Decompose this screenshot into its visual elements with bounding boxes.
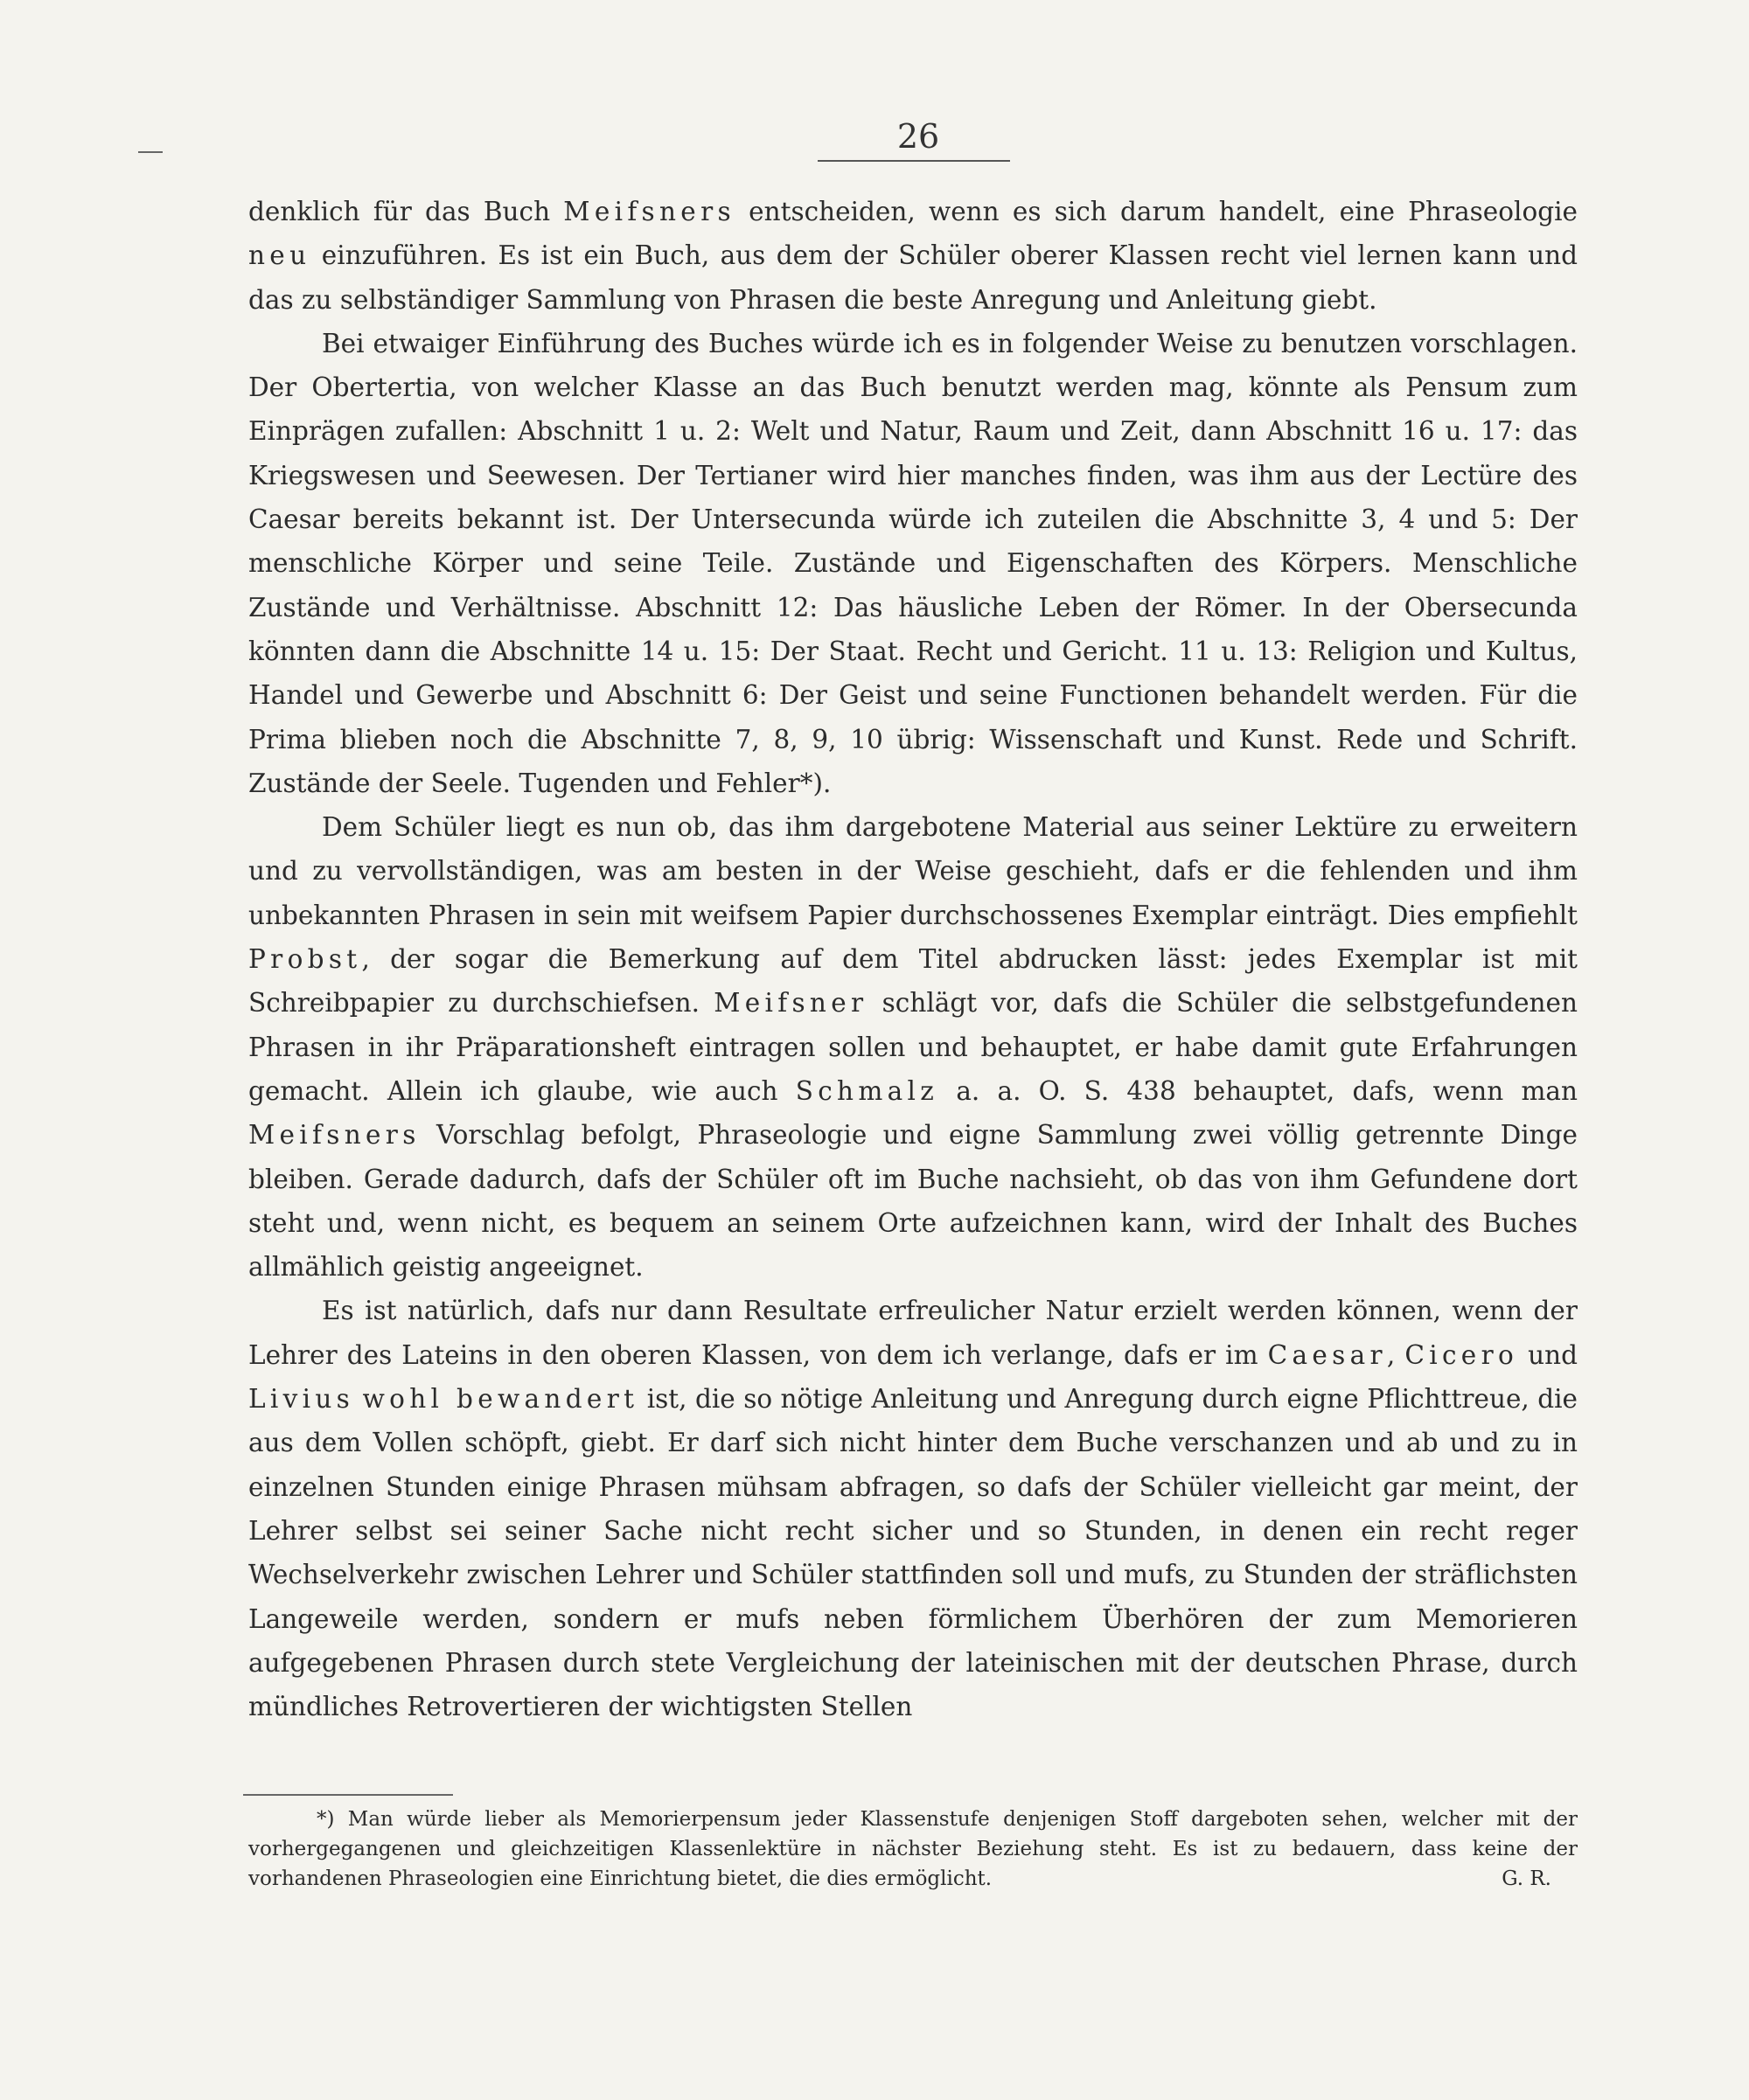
text-run: Bei etwaiger Einführung des Buches würde ich es in folgender Weise zu benutzen vorschlagen. Der Obertertia, von welcher Klasse an das Buch benutzt werden mag, könnte als Pensum zum Einprägen zufallen: Abschnitt 1 u. 2: Welt und Natur, Raum und Zeit, dann Abschnitt 16 u. 17: das Kriegswesen und Seewesen. Der Tertianer wird hier manches finden, was ihm aus der Lectüre des Caesar bereits bekannt ist. Der Untersecunda würde ich zuteilen die Abschnitte 3, 4 und 5: Der menschliche Körper und seine Teile. Zustände und Eigenschaften des Körpers. Menschliche Zustände und Verhältnisse. Abschnitt 12: Das häusliche Leben der Römer. In der Obersecunda könnten dann die Abschnitte 14 u. 15: Der Staat. Recht und Gericht. 11 u. 13: Religion und Kultus, Handel und Gewerbe und Abschnitt 6: Der Geist und seine Functionen behandelt werden. Für die Prima blieben noch die Abschnitte 7, 8, 9, 10 übrig: Wissenschaft und Kunst. Rede und Schrift. Zustände der Seele. Tugenden und Fehler*). — [248, 328, 1578, 798]
footnote-signature: G. R. — [1502, 1867, 1551, 1890]
text-run: , — [1386, 1339, 1405, 1370]
text-run: , der sogar die Bemerkung auf dem Titel abdrucken lässt: jedes Exemplar ist mit Schreibpapier zu durchschiefsen. — [248, 944, 1578, 1019]
spaced-name: Caesar — [1267, 1339, 1387, 1370]
spaced-name: neu — [248, 240, 311, 271]
spaced-name: wohl bewandert — [362, 1384, 639, 1415]
text-run: a. a. O. S. 438 behauptet, dafs, wenn man — [938, 1075, 1578, 1106]
text-run: und — [1518, 1339, 1578, 1370]
text-run: einzuführen. Es ist ein Buch, aus dem der Schüler oberer Klassen recht viel lernen kann und das zu selbständiger Sammlung von Phrasen die beste Anregung und Anleitung giebt. — [248, 240, 1578, 315]
spaced-name: Meifsners — [248, 1120, 421, 1151]
spaced-name: Livius — [248, 1384, 355, 1415]
spaced-name: Cicero — [1404, 1339, 1519, 1370]
text-run — [354, 1384, 362, 1414]
spaced-name: Meifsners — [563, 197, 735, 226]
page-number: 26 — [896, 117, 940, 156]
text-run: schlägt vor, dafs die Schüler die selbstgefundenen Phrasen in ihr Präparationsheft eintragen sollen und behauptet, er habe damit gute Erfahrungen gemacht. Allein ich glaube, wie auch — [248, 988, 1578, 1106]
spaced-name: Schmalz — [795, 1075, 939, 1106]
text-run: Dem Schüler liegt es nun ob, das ihm dargebotene Material aus seiner Lektüre zu erweitern und zu vervollständigen, was am besten in der Weise geschieht, dafs er die fehlenden und ihm unbekannten Phrasen in sein mit weifsem Papier durchschossenes Exemplar einträgt. Dies empfiehlt — [248, 812, 1578, 930]
text-run: ist, die so nötige Anleitung und Anregung durch eigne Pflichttreue, die aus dem Vollen schöpft, giebt. Er darf sich nicht hinter dem Buche verschanzen und ab und zu in einzelnen Stunden einige Phrasen mühsam abfragen, so dafs der Schüler vielleicht gar meint, der Lehrer selbst sei seiner Sache nicht recht sicher und so Stunden, in denen ein recht reger Wechselverkehr zwischen Lehrer und Schüler stattfinden soll und mufs, zu Stunden der sträflichsten Langeweile werden, sondern er mufs neben förmlichem Überhören der zum Memorieren aufgegebenen Phrasen durch stete Vergleichung der lateinischen mit der deutschen Phrase, durch mündliches Retrovertieren der wichtigsten Stellen — [248, 1384, 1578, 1722]
margin-mark — [138, 151, 163, 153]
text-run: entscheiden, wenn es sich darum handelt, eine Phraseologie — [735, 197, 1578, 226]
spaced-name: Meifsner — [714, 988, 868, 1019]
paragraph-4 — [248, 1289, 1578, 1728]
footnote-text: *) Man würde lieber als Memorierpensum jeder Klassenstufe denjenigen Stoff dargeboten sehen, welcher mit der vorhergegangenen und gleichzeitigen Klassenlektüre in nächster Beziehung steht. Es ist zu bedauern, dass keine der vorhandenen Phraseologien eine Einrichtung bietet, die dies ermöglicht. — [248, 1808, 1578, 1890]
footnote-paragraph — [248, 1804, 1578, 1894]
text-run: denklich für das Buch — [248, 197, 564, 226]
spaced-name: Probst — [248, 944, 362, 975]
paragraph-3 — [248, 805, 1578, 1289]
header-rule — [818, 160, 1010, 162]
footnote-rule — [243, 1794, 453, 1796]
text-run: Vorschlag befolgt, Phraseologie und eigne Sammlung zwei völlig getrennte Dinge bleiben. Gerade dadurch, dafs der Schüler oft im Buche nachsieht, ob das von ihm Gefundene dort steht und, wenn nicht, es bequem an seinem Orte aufzeichnen kann, wird der Inhalt des Buches allmählich geistig angeeignet. — [248, 1120, 1578, 1283]
paragraph-2 — [248, 322, 1578, 805]
footnote — [248, 1804, 1578, 1894]
text-run: Es ist natürlich, dafs nur dann Resultate erfreulicher Natur erzielt werden können, wenn der Lehrer des Lateins in den oberen Klassen, von dem ich verlange, dafs er im — [248, 1296, 1578, 1370]
paragraph-1 — [248, 190, 1578, 322]
body-text — [248, 190, 1578, 1728]
